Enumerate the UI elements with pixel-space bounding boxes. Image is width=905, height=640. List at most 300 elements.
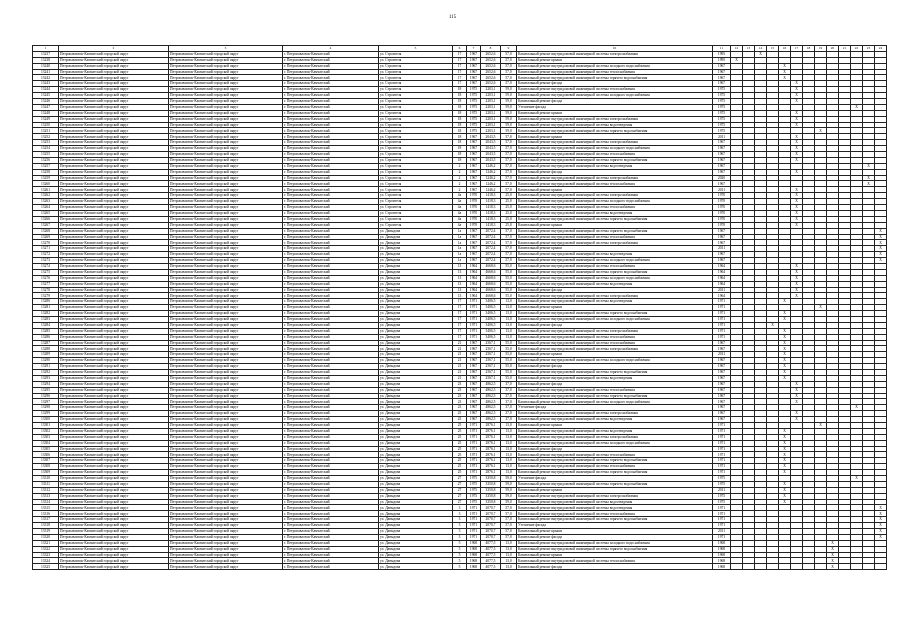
table-cell: Петропавловск-Камчатский городской округ bbox=[169, 187, 283, 193]
table-cell: 1967 bbox=[467, 258, 481, 264]
table-cell: Петропавловск-Камчатский городской округ bbox=[59, 252, 169, 258]
table-cell: Петропавловск-Камчатский городской округ bbox=[169, 487, 283, 493]
table-cell: 1967 bbox=[713, 381, 731, 387]
table-cell: 57,0 bbox=[501, 181, 517, 187]
table-cell: ул. Давыдова bbox=[379, 464, 453, 470]
table-cell: 2652,6 bbox=[481, 75, 501, 81]
table-cell: 17 bbox=[453, 311, 467, 317]
table-cell: 13,0 bbox=[501, 446, 517, 452]
table-cell: ул. Строителя bbox=[379, 210, 453, 216]
table-cell: 1967 bbox=[713, 399, 731, 405]
table-cell: 1а bbox=[453, 258, 467, 264]
table-cell: X bbox=[791, 417, 803, 423]
table-cell: 18 bbox=[453, 104, 467, 110]
table-cell: Капитальный ремонт внутридомовой инженерной системы холодного водоснабжения bbox=[517, 440, 713, 446]
table-cell: 13306 bbox=[33, 452, 59, 458]
table-cell: Капитальный ремонт внутридомовой инженерной системы горячего водоснабжения bbox=[517, 311, 713, 317]
table-cell: 13293 bbox=[33, 375, 59, 381]
table-cell: 37,0 bbox=[501, 405, 517, 411]
table-cell: ул. Строителя bbox=[379, 163, 453, 169]
table-cell: 1971 bbox=[713, 423, 731, 429]
table-cell: 2072,4 bbox=[481, 240, 501, 246]
table-cell: 1971 bbox=[713, 517, 731, 523]
table-cell: Капитальный ремонт фасада bbox=[517, 287, 713, 293]
table-cell: X bbox=[815, 128, 827, 134]
table-cell: 4а bbox=[453, 222, 467, 228]
table-cell: 55,0 bbox=[501, 358, 517, 364]
table-cell: 3 bbox=[453, 505, 467, 511]
table-cell: 57,0 bbox=[501, 63, 517, 69]
column-header: 22 bbox=[851, 46, 863, 52]
table-cell: 59,0 bbox=[501, 110, 517, 116]
table-cell: 3406,5 bbox=[481, 328, 501, 334]
table-cell: 1967 bbox=[467, 57, 481, 63]
table-cell: Утепление фасада bbox=[517, 523, 713, 529]
table-cell: 13297 bbox=[33, 399, 59, 405]
table-cell: 4862,5 bbox=[481, 411, 501, 417]
table-cell: 5 bbox=[453, 558, 467, 564]
table-cell: X bbox=[875, 517, 887, 523]
table-cell: ул. Давыдова bbox=[379, 234, 453, 240]
table-cell: 13290 bbox=[33, 358, 59, 364]
table-cell: 1964 bbox=[467, 263, 481, 269]
table-cell: 13278 bbox=[33, 287, 59, 293]
table-cell: 57,0 bbox=[501, 69, 517, 75]
table-cell: Петропавловск-Камчатский городской округ bbox=[169, 481, 283, 487]
table-cell: Петропавловск-Камчатский городской округ bbox=[59, 128, 169, 134]
table-cell: 1418,3 bbox=[481, 216, 501, 222]
table-cell: 1975 bbox=[467, 487, 481, 493]
table-cell: Петропавловск-Камчатский городской округ bbox=[169, 511, 283, 517]
table-cell: Петропавловск-Камчатский городской округ bbox=[169, 452, 283, 458]
table-cell: 55,0 bbox=[501, 281, 517, 287]
table-cell: 13 bbox=[453, 263, 467, 269]
table-cell: 1970 bbox=[713, 205, 731, 211]
table-cell: 25,0 bbox=[501, 193, 517, 199]
table-cell: 2876,1 bbox=[481, 440, 501, 446]
table-cell: 13,0 bbox=[501, 540, 517, 546]
table-cell: 1970 bbox=[713, 222, 731, 228]
table-cell: 2043,5 bbox=[481, 140, 501, 146]
table-cell: 1967 bbox=[713, 358, 731, 364]
table-cell: 37,0 bbox=[501, 393, 517, 399]
table-cell: 13,0 bbox=[501, 440, 517, 446]
table-cell: X bbox=[755, 51, 767, 57]
table-cell: 1967 bbox=[467, 346, 481, 352]
table-cell: X bbox=[827, 558, 839, 564]
table-cell: 1967 bbox=[467, 369, 481, 375]
table-cell: г. Петропавловск-Камчатский bbox=[283, 352, 379, 358]
table-cell: Петропавловск-Камчатский городской округ bbox=[169, 122, 283, 128]
table-cell: 4а bbox=[453, 193, 467, 199]
table-cell: 1975 bbox=[467, 116, 481, 122]
table-cell: 18 bbox=[453, 87, 467, 93]
table-cell: ул. Давыдова bbox=[379, 269, 453, 275]
table-cell: 1970 bbox=[467, 216, 481, 222]
table-cell: X bbox=[875, 505, 887, 511]
table-cell: 1975 bbox=[467, 110, 481, 116]
table-cell: 1964 bbox=[713, 269, 731, 275]
table-cell: 1967 bbox=[713, 181, 731, 187]
column-header: 7 bbox=[467, 46, 481, 52]
table-cell: Петропавловск-Камчатский городской округ bbox=[59, 322, 169, 328]
table-cell: Петропавловск-Камчатский городской округ bbox=[169, 316, 283, 322]
table-cell: г. Петропавловск-Камчатский bbox=[283, 517, 379, 523]
table-cell: 1967 bbox=[713, 69, 731, 75]
table-cell: 13,0 bbox=[501, 299, 517, 305]
table-cell: ул. Давыдова bbox=[379, 340, 453, 346]
table-cell: 25,0 bbox=[501, 205, 517, 211]
table-cell: ул. Давыдова bbox=[379, 405, 453, 411]
table-cell: г. Петропавловск-Камчатский bbox=[283, 51, 379, 57]
table-cell: Петропавловск-Камчатский городской округ bbox=[59, 381, 169, 387]
table-cell: 13 bbox=[453, 293, 467, 299]
table-cell: 1246,2 bbox=[481, 187, 501, 193]
table-cell: г. Петропавловск-Камчатский bbox=[283, 523, 379, 529]
table-cell: Петропавловск-Камчатский городской округ bbox=[169, 246, 283, 252]
table-cell: г. Петропавловск-Камчатский bbox=[283, 476, 379, 482]
table-cell: Петропавловск-Камчатский городской округ bbox=[59, 476, 169, 482]
table-cell: 1975 bbox=[467, 104, 481, 110]
table-cell: 59,0 bbox=[501, 104, 517, 110]
table-cell: 13,0 bbox=[501, 552, 517, 558]
table-cell: Петропавловск-Камчатский городской округ bbox=[169, 493, 283, 499]
table-cell: Капитальный ремонт внутридомовой инженерной системы электроснабжения bbox=[517, 328, 713, 334]
table-cell: 1971 bbox=[467, 440, 481, 446]
table-cell: Петропавловск-Камчатский городской округ bbox=[59, 110, 169, 116]
table-cell: Капитальный ремонт внутридомовой инженерной системы электроснабжения bbox=[517, 493, 713, 499]
table-cell: 1967 bbox=[467, 358, 481, 364]
table-cell: Капитальный ремонт фасада bbox=[517, 169, 713, 175]
table-cell: Петропавловск-Камчатский городской округ bbox=[59, 446, 169, 452]
table-cell: Петропавловск-Камчатский городской округ bbox=[59, 546, 169, 552]
table-cell: 13280 bbox=[33, 299, 59, 305]
table-cell: 13312 bbox=[33, 487, 59, 493]
table-cell: г. Петропавловск-Камчатский bbox=[283, 546, 379, 552]
table-cell: г. Петропавловск-Камчатский bbox=[283, 140, 379, 146]
table-cell: Капитальный ремонт внутридомовой инженерной системы теплоснабжения bbox=[517, 263, 713, 269]
table-cell: 55,0 bbox=[501, 364, 517, 370]
table-cell: Петропавловск-Камчатский городской округ bbox=[59, 305, 169, 311]
table-cell: Петропавловск-Камчатский городской округ bbox=[169, 517, 283, 523]
table-cell: 2203,1 bbox=[481, 87, 501, 93]
table-cell: 4077,5 bbox=[481, 546, 501, 552]
table-cell: 1967 bbox=[467, 352, 481, 358]
table-cell: 2876,1 bbox=[481, 428, 501, 434]
table-cell: 1967 bbox=[713, 81, 731, 87]
table-cell: Капитальный ремонт внутридомовой инженерной системы теплоснабжения bbox=[517, 464, 713, 470]
table-cell: 37,0 bbox=[501, 399, 517, 405]
table-cell: 55,0 bbox=[501, 369, 517, 375]
table-cell: 1246,2 bbox=[481, 175, 501, 181]
table-cell: 57,0 bbox=[501, 140, 517, 146]
table-cell: 4077,5 bbox=[481, 564, 501, 570]
table-cell: 13,0 bbox=[501, 564, 517, 570]
table-cell: 57,0 bbox=[501, 175, 517, 181]
table-cell: 13282 bbox=[33, 311, 59, 317]
table-cell: Петропавловск-Камчатский городской округ bbox=[169, 369, 283, 375]
table-cell: 13,0 bbox=[501, 423, 517, 429]
column-header: 6 bbox=[453, 46, 467, 52]
table-cell: 1967 bbox=[713, 75, 731, 81]
table-cell: 1967 bbox=[467, 340, 481, 346]
table-cell: X bbox=[779, 69, 791, 75]
table-cell: ул. Давыдова bbox=[379, 511, 453, 517]
table-cell: Петропавловск-Камчатский городской округ bbox=[59, 399, 169, 405]
table-cell: X bbox=[791, 116, 803, 122]
table-cell: X bbox=[791, 275, 803, 281]
table-cell: 57,0 bbox=[501, 57, 517, 63]
table-cell: Капитальный ремонт внутридомовой инженерной системы горячего водоснабжения bbox=[517, 517, 713, 523]
table-cell: 1967 bbox=[467, 69, 481, 75]
table-cell: г. Петропавловск-Камчатский bbox=[283, 104, 379, 110]
table-cell: 1971 bbox=[713, 305, 731, 311]
table-cell: г. Петропавловск-Камчатский bbox=[283, 487, 379, 493]
table-cell: 1971 bbox=[467, 517, 481, 523]
table-cell: Петропавловск-Камчатский городской округ bbox=[59, 340, 169, 346]
table-cell: 2567,1 bbox=[481, 358, 501, 364]
table-cell: Петропавловск-Камчатский городской округ bbox=[59, 428, 169, 434]
table-cell: Петропавловск-Камчатский городской округ bbox=[169, 181, 283, 187]
table-cell: Петропавловск-Камчатский городской округ bbox=[169, 81, 283, 87]
table-cell: г. Петропавловск-Камчатский bbox=[283, 187, 379, 193]
table-cell: 13241 bbox=[33, 69, 59, 75]
table-cell: 21 bbox=[453, 358, 467, 364]
table-cell: Петропавловск-Камчатский городской округ bbox=[59, 311, 169, 317]
table-cell: ул. Давыдова bbox=[379, 228, 453, 234]
table-cell: 13314 bbox=[33, 499, 59, 505]
table-cell: 4077,5 bbox=[481, 540, 501, 546]
table-cell: г. Петропавловск-Камчатский bbox=[283, 446, 379, 452]
table-cell: Петропавловск-Камчатский городской округ bbox=[169, 299, 283, 305]
table-cell: ул. Давыдова bbox=[379, 369, 453, 375]
table-cell: 1967 bbox=[713, 411, 731, 417]
table-cell: Петропавловск-Камчатский городской округ bbox=[169, 352, 283, 358]
table-cell: Петропавловск-Камчатский городской округ bbox=[59, 199, 169, 205]
table-cell: Петропавловск-Камчатский городской округ bbox=[59, 505, 169, 511]
table-cell: Капитальный ремонт внутридомовой инженерной системы горячего водоснабжения bbox=[517, 393, 713, 399]
table-cell: Петропавловск-Камчатский городской округ bbox=[169, 446, 283, 452]
table-cell: 13287 bbox=[33, 340, 59, 346]
table-cell: X bbox=[875, 258, 887, 264]
table-cell: Петропавловск-Камчатский городской округ bbox=[59, 493, 169, 499]
table-cell: 1967 bbox=[467, 81, 481, 87]
table-cell: 25 bbox=[453, 464, 467, 470]
table-cell: 1967 bbox=[467, 381, 481, 387]
table-cell: 1971 bbox=[467, 458, 481, 464]
table-cell: ул. Давыдова bbox=[379, 322, 453, 328]
table-cell: X bbox=[791, 93, 803, 99]
table-cell: ул. Строителя bbox=[379, 57, 453, 63]
table-cell: Петропавловск-Камчатский городской округ bbox=[59, 393, 169, 399]
table-cell: ул. Давыдова bbox=[379, 546, 453, 552]
table-cell: г. Петропавловск-Камчатский bbox=[283, 381, 379, 387]
table-cell: 1967 bbox=[713, 240, 731, 246]
table-cell: 59,0 bbox=[501, 476, 517, 482]
table-cell: 1967 bbox=[713, 163, 731, 169]
table-cell: ул. Давыдова bbox=[379, 446, 453, 452]
table-cell: 1970 bbox=[713, 199, 731, 205]
table-cell: Петропавловск-Камчатский городской округ bbox=[169, 434, 283, 440]
table-cell: Капитальный ремонт внутридомовой инженерной системы водоотведения bbox=[517, 252, 713, 258]
table-cell: 3350,8 bbox=[481, 487, 501, 493]
table-cell: 13253 bbox=[33, 140, 59, 146]
table-cell: Петропавловск-Камчатский городской округ bbox=[169, 104, 283, 110]
table-cell: г. Петропавловск-Камчатский bbox=[283, 423, 379, 429]
table-cell: 1967 bbox=[467, 417, 481, 423]
table-cell: 57,0 bbox=[501, 163, 517, 169]
table-cell: X bbox=[791, 222, 803, 228]
table-cell: 1964 bbox=[467, 269, 481, 275]
table-cell: X bbox=[875, 511, 887, 517]
table-cell: 1964 bbox=[713, 293, 731, 299]
table-cell: Петропавловск-Камчатский городской округ bbox=[59, 104, 169, 110]
table-cell: X bbox=[791, 187, 803, 193]
table-cell: Капитальный ремонт внутридомовой инженерной системы горячего водоснабжения bbox=[517, 216, 713, 222]
table-cell: 2043,5 bbox=[481, 146, 501, 152]
table-cell: Петропавловск-Камчатский городской округ bbox=[59, 564, 169, 570]
table-cell: Капитальный ремонт внутридомовой инженерной системы электроснабжения bbox=[517, 240, 713, 246]
table-cell: 1а bbox=[453, 252, 467, 258]
table-cell: Петропавловск-Камчатский городской округ bbox=[59, 81, 169, 87]
table-cell: г. Петропавловск-Камчатский bbox=[283, 452, 379, 458]
table-cell: 27 bbox=[453, 493, 467, 499]
table-cell: X bbox=[791, 146, 803, 152]
table-cell: Петропавловск-Камчатский городской округ bbox=[169, 263, 283, 269]
table-cell: Петропавловск-Камчатский городской округ bbox=[59, 246, 169, 252]
table-cell: 13301 bbox=[33, 423, 59, 429]
table-cell: Петропавловск-Камчатский городской округ bbox=[59, 163, 169, 169]
table-cell: Петропавловск-Камчатский городской округ bbox=[59, 269, 169, 275]
table-cell: 1975 bbox=[713, 122, 731, 128]
table-cell: 1а bbox=[453, 228, 467, 234]
table-cell: Петропавловск-Камчатский городской округ bbox=[169, 387, 283, 393]
table-cell: ул. Давыдова bbox=[379, 299, 453, 305]
table-cell: 17 bbox=[453, 81, 467, 87]
table-cell: ул. Строителя bbox=[379, 87, 453, 93]
table-cell: Петропавловск-Камчатский городской округ bbox=[169, 163, 283, 169]
table-cell: 1967 bbox=[467, 393, 481, 399]
table-cell: 21 bbox=[453, 352, 467, 358]
table-cell: 1971 bbox=[713, 299, 731, 305]
table-cell: ул. Давыдова bbox=[379, 564, 453, 570]
table-cell: Петропавловск-Камчатский городской округ bbox=[169, 417, 283, 423]
table-cell: 13309 bbox=[33, 470, 59, 476]
table-cell: 2203,1 bbox=[481, 93, 501, 99]
table-cell: 1975 bbox=[467, 122, 481, 128]
table-cell: 2070,7 bbox=[481, 511, 501, 517]
table-cell: 13,0 bbox=[501, 311, 517, 317]
table-cell: ул. Давыдова bbox=[379, 493, 453, 499]
table-cell: 1968 bbox=[713, 552, 731, 558]
table-cell: 2 bbox=[453, 187, 467, 193]
table-cell: X bbox=[779, 364, 791, 370]
table-cell: 1971 bbox=[713, 328, 731, 334]
table-cell: Петропавловск-Камчатский городской округ bbox=[59, 69, 169, 75]
table-cell: Петропавловск-Камчатский городской округ bbox=[59, 175, 169, 181]
table-cell: ул. Строителя bbox=[379, 93, 453, 99]
table-cell: X bbox=[791, 269, 803, 275]
table-cell: ул. Давыдова bbox=[379, 252, 453, 258]
table-cell: 1971 bbox=[467, 328, 481, 334]
table-cell: 1975 bbox=[467, 499, 481, 505]
table-cell: ул. Давыдова bbox=[379, 423, 453, 429]
table-cell: X bbox=[875, 234, 887, 240]
table-cell: Петропавловск-Камчатский городской округ bbox=[169, 564, 283, 570]
table-cell: 13244 bbox=[33, 87, 59, 93]
table-cell: X bbox=[779, 334, 791, 340]
column-header: 5 bbox=[379, 46, 453, 52]
table-cell: 1968 bbox=[467, 546, 481, 552]
table-cell: Петропавловск-Камчатский городской округ bbox=[169, 51, 283, 57]
table-cell: г. Петропавловск-Камчатский bbox=[283, 281, 379, 287]
table-cell: 59,0 bbox=[501, 493, 517, 499]
table-cell: Петропавловск-Камчатский городской округ bbox=[59, 369, 169, 375]
table-cell: 1967 bbox=[713, 228, 731, 234]
table-cell: 2043,5 bbox=[481, 157, 501, 163]
table-cell: 2876,1 bbox=[481, 446, 501, 452]
table-cell: Капитальный ремонт внутридомовой инженерной системы горячего водоснабжения bbox=[517, 369, 713, 375]
table-cell: 23 bbox=[453, 393, 467, 399]
table-cell: X bbox=[779, 352, 791, 358]
table-cell: 59,0 bbox=[501, 499, 517, 505]
table-cell: Капитальный ремонт внутридомовой инженерной системы теплоснабжения bbox=[517, 152, 713, 158]
table-cell: 13315 bbox=[33, 505, 59, 511]
table-cell: X bbox=[779, 487, 791, 493]
table-cell: Петропавловск-Камчатский городской округ bbox=[59, 346, 169, 352]
table-cell: г. Петропавловск-Камчатский bbox=[283, 540, 379, 546]
table-cell: 13251 bbox=[33, 128, 59, 134]
table-cell: г. Петропавловск-Камчатский bbox=[283, 293, 379, 299]
table-cell: 17 bbox=[453, 305, 467, 311]
table-cell: 13289 bbox=[33, 352, 59, 358]
table-cell: Петропавловск-Камчатский городской округ bbox=[59, 287, 169, 293]
table-cell: Петропавловск-Камчатский городской округ bbox=[59, 375, 169, 381]
table-cell: Петропавловск-Камчатский городской округ bbox=[59, 529, 169, 535]
table-cell: 1967 bbox=[467, 157, 481, 163]
table-cell: Петропавловск-Камчатский городской округ bbox=[169, 334, 283, 340]
table-cell: 37,0 bbox=[501, 411, 517, 417]
table-cell: Петропавловск-Камчатский городской округ bbox=[59, 222, 169, 228]
table-cell: г. Петропавловск-Камчатский bbox=[283, 275, 379, 281]
table-cell: 59,0 bbox=[501, 116, 517, 122]
table-cell: г. Петропавловск-Камчатский bbox=[283, 122, 379, 128]
table-cell: Петропавловск-Камчатский городской округ bbox=[59, 552, 169, 558]
table-cell: 13272 bbox=[33, 252, 59, 258]
table-cell: г. Петропавловск-Камчатский bbox=[283, 387, 379, 393]
table-cell: Капитальный ремонт внутридомовой инженерной системы водоотведения bbox=[517, 281, 713, 287]
table-cell: Капитальный ремонт крыши bbox=[517, 529, 713, 535]
table-cell: 1967 bbox=[713, 417, 731, 423]
table-cell: Капитальный ремонт внутридомовой инженерной системы теплоснабжения bbox=[517, 87, 713, 93]
table-cell: г. Петропавловск-Камчатский bbox=[283, 81, 379, 87]
table-cell: Петропавловск-Камчатский городской округ bbox=[169, 393, 283, 399]
table-cell: 17 bbox=[453, 57, 467, 63]
table-cell: 1246,2 bbox=[481, 163, 501, 169]
table-cell: X bbox=[791, 210, 803, 216]
table-cell: Капитальный ремонт внутридомовой инженерной системы электроснабжения bbox=[517, 293, 713, 299]
table-cell: X bbox=[791, 110, 803, 116]
column-header: 13 bbox=[743, 46, 755, 52]
table-cell: 13255 bbox=[33, 152, 59, 158]
table-cell: 13,0 bbox=[501, 558, 517, 564]
table-cell: X bbox=[779, 434, 791, 440]
table-cell: г. Петропавловск-Камчатский bbox=[283, 252, 379, 258]
table-cell: 2072,4 bbox=[481, 246, 501, 252]
table-cell: 1975 bbox=[713, 87, 731, 93]
table-cell: 2011 bbox=[713, 187, 731, 193]
table-cell: г. Петропавловск-Камчатский bbox=[283, 228, 379, 234]
